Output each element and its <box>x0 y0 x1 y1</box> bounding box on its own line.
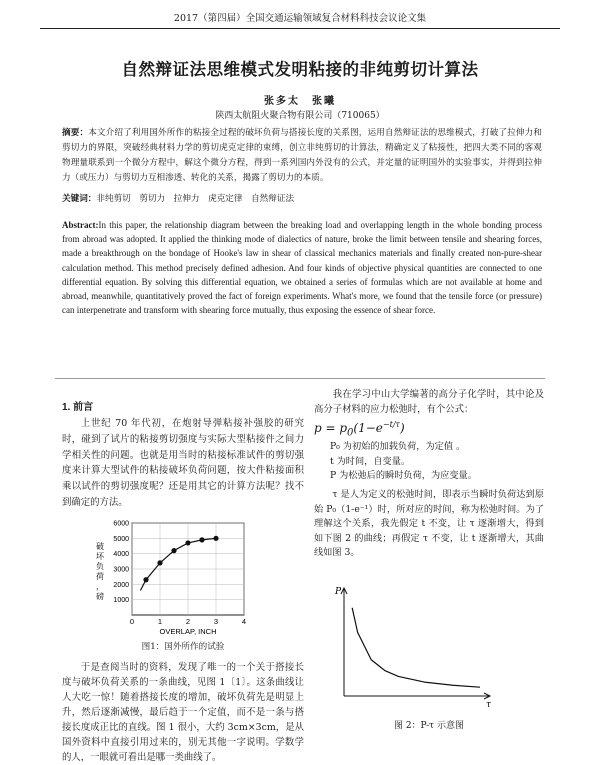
y-tick-label: 6000 <box>113 520 129 528</box>
data-point <box>171 548 176 553</box>
x-axis-label: τ <box>486 700 491 710</box>
data-point <box>185 540 190 545</box>
x-tick-label: 2 <box>185 617 191 626</box>
running-header: 2017（第四届）全国交通运输领域复合材料科技会议论文集 <box>40 10 560 29</box>
section-divider <box>55 378 545 379</box>
formula-rhs: (1−e <box>353 421 383 435</box>
y-tick-label: 3000 <box>113 566 129 574</box>
abstract-cn <box>62 126 542 186</box>
formula-definitions <box>330 440 544 484</box>
abstract-cn-text: 本文介绍了利用国外所作的粘接全过程的破坏负荷与搭接长度的关系图，运用自然辩证法的思维模式，打破了拉伸力和剪切力的界限，突破经典材料力学的剪切虎克定律的束缚，创立非纯剪切的计算法，精确定义了粘接性，把四大类不同的客观物理量联系到一个微分方程中，解这个微分方程，得到一系列国内外没有的公式，并定量的证明国外的实验事实，并得到拉伸力（或压力）与剪切力互相渗透、转化的关系，揭露了剪切力的本质。 <box>62 128 542 183</box>
definition-line: t 为时间，自变量。 <box>330 455 411 467</box>
intro-paragraph-2: 于是查阅当时的资料，发现了唯一的一个关于搭接长度与破坏负荷关系的一条曲线，见图 1〔1〕。这条曲线让人大吃一惊！随着搭接长度的增加，破坏负荷先是明显上升，然后逐渐减慢，最后趋于一个定值，而不是一条与搭接长度成正比的直线。图 1 很小，大约 3cm×3cm，是从国外资料中直接引用过来的，别无其他一字说明。学数学的人，一眼就可看出是哪一类曲线了。 <box>62 662 304 763</box>
figure-1-chart <box>84 515 254 639</box>
y-axis-label-char: 负 <box>96 562 104 571</box>
relaxation-formula <box>314 420 405 438</box>
y-tick-label: 1000 <box>113 597 129 605</box>
keywords-cn <box>62 192 542 207</box>
abstract-cn-label: 摘要： <box>62 128 89 138</box>
decay-curve <box>352 608 480 687</box>
figure-1-caption: 图1：国外所作的试验 <box>141 642 225 652</box>
keywords-cn-label: 关键词： <box>62 194 97 204</box>
y-tick-label: 2000 <box>113 581 129 589</box>
keywords-cn-text: 非纯剪切 剪切力 拉伸力 虎克定律 自然辩证法 <box>96 194 295 204</box>
x-axis-label: OVERLAP, INCH <box>159 627 217 636</box>
y-axis-label-char: 坏 <box>96 552 104 561</box>
figure-2-caption: 图 2：P-τ 示意图 <box>393 721 465 731</box>
intro-paragraph-1: 上世纪 70 年代初，在炮射导弹粘接补强胶的研究时，碰到了试片的粘接剪切强度与实际大型粘接件之间力学相关性的问题。也就是用当时的粘接标准试件的剪切强度来计算大型试件的粘接破坏负荷问题，按大件粘接面积乘以试件的剪切强度呢？还是用其它的计算方法呢？找不到确定的方法。 <box>62 418 304 508</box>
right-paragraph-2: τ 是人为定义的松弛时间，即表示当瞬时负荷达到原始 P₀（1-e⁻¹）时，所对应的时间，称为松弛时间。为了理解这个关系，我先假定 t 不变，让 τ 逐渐增大，得到如下图 2 的曲线；再假定 τ 不变，让 t 逐渐增大，其曲线如图 3。 <box>314 489 544 559</box>
formula-lhs: p = p <box>314 421 348 435</box>
abstract-en-text: In this paper, the relationship diagram between the breaking load and overlapping length in the whole bonding process from abroad was adopted. It applied the thinking mode of dialectics of nature, broke the limit between tensile and shearing forces, made a breakthrough on the bondage of Hooke's law in shear of classical mechanics materials and finally created non-pure-shear calculation method. This method precisely defined adhesion. And four kinds of objective physical quantities are connected to one differential equation. By solving this differential equation, we obtained a series of formulas which are not available at home and abroad, meanwhile, quantitatively proved the fact of foreign experiments. What's more, we found that the tensile force (or pressure) can interpenetrate and transform with shearing force mutually, thus exposing the essence of shear force. <box>62 220 542 316</box>
affiliation: 陕西太航阻火聚合物有限公司（710065） <box>215 111 385 121</box>
data-point <box>157 560 162 565</box>
data-point <box>143 577 148 582</box>
y-axis-label-char: 荷 <box>96 572 104 581</box>
data-point <box>213 536 218 541</box>
y-axis-label-char: 破 <box>96 542 104 551</box>
y-axis-label-char: 磅 <box>96 592 104 601</box>
definition-line: P₀ 为初始的加载负荷，为定值 。 <box>330 441 466 452</box>
formula-exp: −t/τ <box>382 420 400 429</box>
section-heading: 1. 前言 <box>62 402 94 413</box>
x-tick-label: 1 <box>157 617 163 626</box>
formula-sub: 0 <box>347 427 354 439</box>
y-axis-label: P <box>335 587 342 597</box>
y-tick-label: 4000 <box>113 551 129 559</box>
formula-close: ) <box>399 421 405 435</box>
x-tick-label: 0 <box>129 617 135 626</box>
right-paragraph-1: 我在学习中山大学编著的高分子化学时，其中论及高分子材料的应力松弛时，有个公式： <box>314 389 544 415</box>
x-tick-label: 4 <box>241 617 247 626</box>
data-line <box>140 538 216 590</box>
x-tick-label: 3 <box>213 617 219 626</box>
figure-2-chart <box>318 580 498 710</box>
y-axis-label-char: ， <box>96 582 104 591</box>
authors: 张多太 张曦 <box>264 96 336 107</box>
y-tick-label: 5000 <box>113 535 129 543</box>
abstract-en <box>62 218 542 317</box>
data-point <box>199 537 204 542</box>
definition-line: P 为松弛后的瞬时负荷，为应变量。 <box>330 470 477 481</box>
abstract-en-label: Abstract: <box>62 220 99 230</box>
paper-title: 自然辩证法思维模式发明粘接的非纯剪切计算法 <box>121 60 479 79</box>
